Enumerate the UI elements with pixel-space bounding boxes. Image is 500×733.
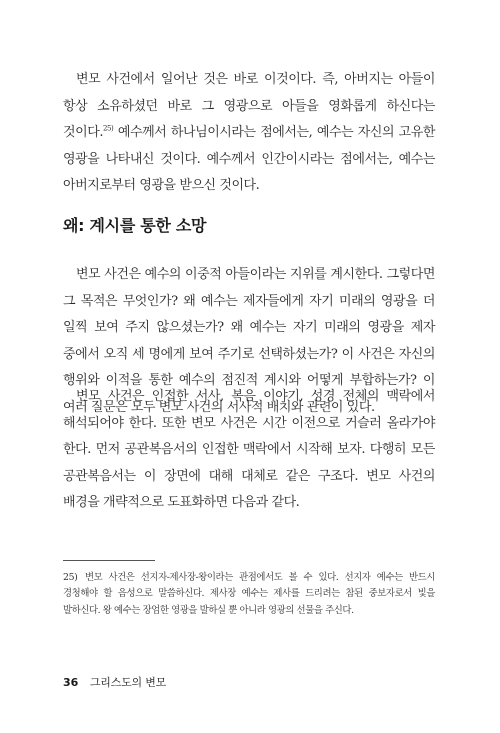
paragraph-purpose: 변모 사건은 예수의 이중적 아들이라는 지위를 계시한다. 그렇다면 그 목적은 무엇인가? 왜 예수는 제자들에게 자기 미래의 영광을 더 일찍 보여 주지 않으셨는가? 왜 예수는 자기 미래의 영광을 제자 중에서 오직 세 명에게 보여 주기로 선택하셨는가? 이 사건은 자신의 행위와 이적을 통한 예수의 점진적 계시와 어떻게 부합하는가? 이 여러 질문은 모두 변모 사건의 서사적 배치와 관련이 있다. xyxy=(63,267,435,415)
page-number: 36 xyxy=(63,676,79,689)
footnote xyxy=(63,570,435,619)
paragraph-glory-tail: 예수께서 하나님이시라는 점에서는, 예수는 자신의 고유한 영광을 나타내신 것이다. 예수께서 인간이시라는 점에서는, 예수는 아버지로부터 영광을 받으신 것이다. xyxy=(63,125,435,194)
paragraph-context: 변모 사건은 인접한 서사, 복음 이야기, 성경 전체의 맥락에서 해석되어야 한다. 또한 변모 사건은 시간 이전으로 거슬러 올라가야 한다. 먼저 공관복음서의 인접한 맥락에서 시작해 보자. 다행히 모든 공관복음서는 이 장면에 대해 대체로 같은 구조다. 변모 사건의 배경을 개략적으로 도표화하면 다음과 같다. xyxy=(63,389,435,511)
footnote-divider xyxy=(63,560,155,561)
footnote-text: 변모 사건은 선지자-제사장-왕이라는 관점에서도 볼 수 있다. 선지자 예수는 반드시 경청해야 할 음성으로 말씀하신다. 제사장 예수는 제사를 드리려는 참된 중보자로서 빛을 발하신다. 왕 예수는 장엄한 영광을 발하실 뿐 아니라 영광의 선물을 주신다. xyxy=(63,572,435,616)
paragraph-glory-lead: 변모 사건에서 일어난 것은 바로 이것이다. 즉, 아버지는 아들이 항상 소유하셨던 바로 그 영광으로 아들을 영화롭게 하신다는 것이다. xyxy=(63,72,435,141)
footnote-reference[interactable]: 25) xyxy=(103,124,114,133)
page-footer xyxy=(63,674,166,690)
running-title: 그리스도의 변모 xyxy=(89,676,167,689)
paragraph-glory xyxy=(63,67,435,200)
footnote-number: 25) xyxy=(63,572,78,583)
section-heading: 왜: 계시를 통한 소망 xyxy=(63,216,207,235)
